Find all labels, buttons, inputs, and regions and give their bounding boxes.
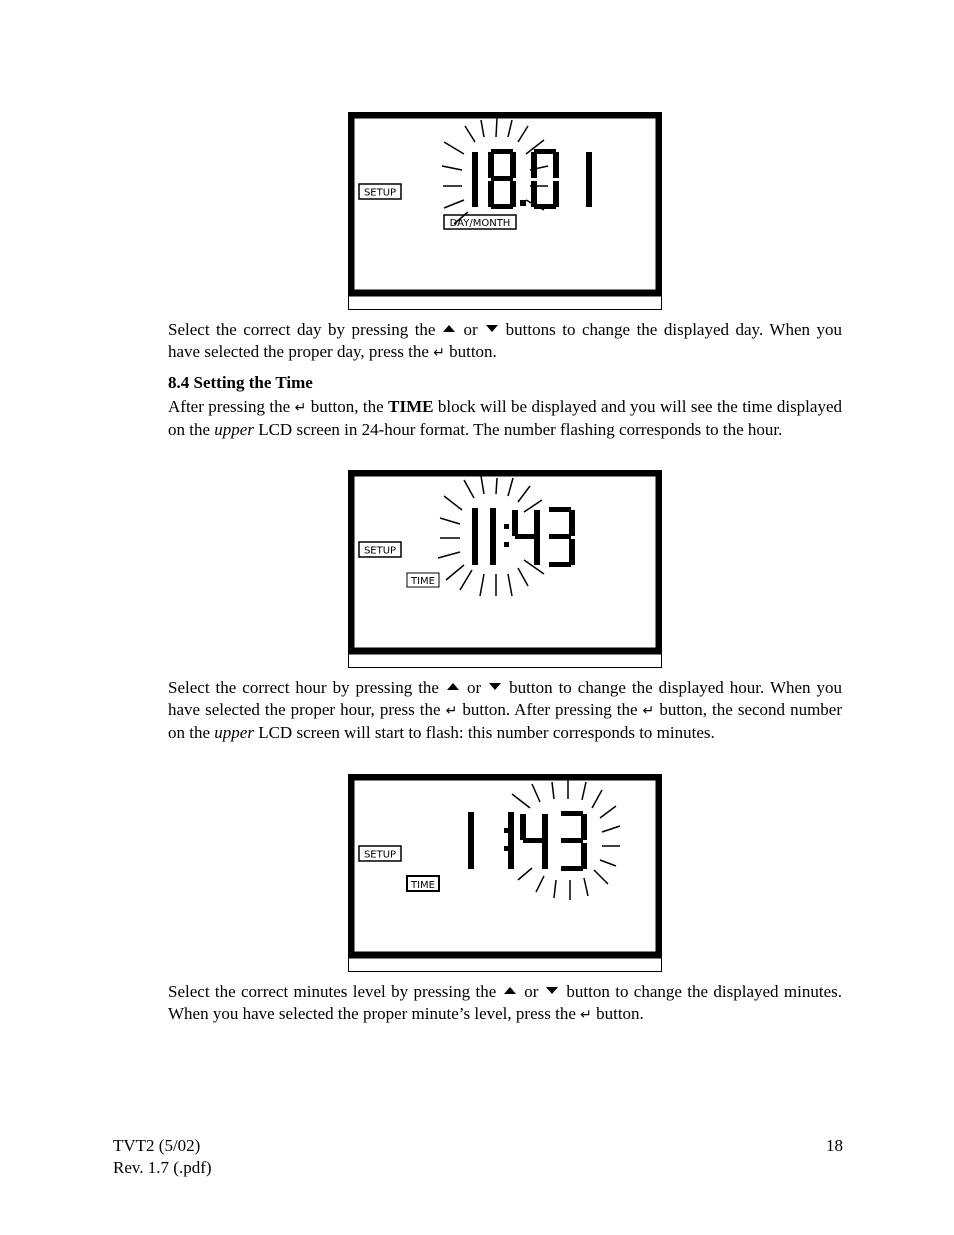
paragraph-select-minutes: Select the correct minutes level by pressing the or button to change the displayed minutes. When you have selected the proper minute’s level, press the ↵ button. [168,982,842,1023]
lcd-display [348,112,662,310]
enter-icon: ↵ [294,400,307,416]
setup-label: SETUP [363,187,397,199]
enter-icon: ↵ [433,345,445,361]
lcd-display [348,774,662,972]
section-heading: 8.4 Setting the Time [168,373,313,392]
footer-doc-id: TVT2 (5/02) [113,1136,201,1155]
footer-doc-info [113,1135,212,1179]
up-arrow-icon [443,325,455,332]
setup-label: SETUP [363,545,397,557]
down-arrow-icon [546,987,558,994]
setup-label: SETUP [363,849,397,861]
paragraph-setting-time: After pressing the ↵ button, the TIME block will be displayed and you will see the time displayed on the upper LCD screen in 24-hour format. The number flashing corresponds to the hour. [168,397,843,439]
down-arrow-icon [486,325,498,332]
paragraph-select-day: Select the correct day by pressing the or buttons to change the displayed day. When you have selected the proper day, press the ↵ button. [168,320,842,361]
footer-revision: Rev. 1.7 (.pdf) [113,1158,212,1177]
lcd-figure-minute [348,774,662,972]
paragraph-select-hour: Select the correct hour by pressing the or button to change the displayed hour. When you have selected the proper hour, press the ↵ button. After pressing the ↵ button, the second number on the upper LCD screen will start to flash: this number corresponds to minutes. [168,678,843,742]
time-label: TIME [410,880,436,891]
day-month-label: DAY/MONTH [449,218,511,229]
enter-icon: ↵ [445,703,458,719]
up-arrow-icon [504,987,516,994]
down-arrow-icon [489,683,501,690]
up-arrow-icon [447,683,459,690]
time-label: TIME [410,576,436,587]
page-number: 18 [826,1136,843,1155]
enter-icon: ↵ [642,703,655,719]
lcd-figure-hour [348,470,662,668]
lcd-display [348,470,662,668]
lcd-figure-day-month [348,112,662,310]
enter-icon: ↵ [580,1007,592,1023]
